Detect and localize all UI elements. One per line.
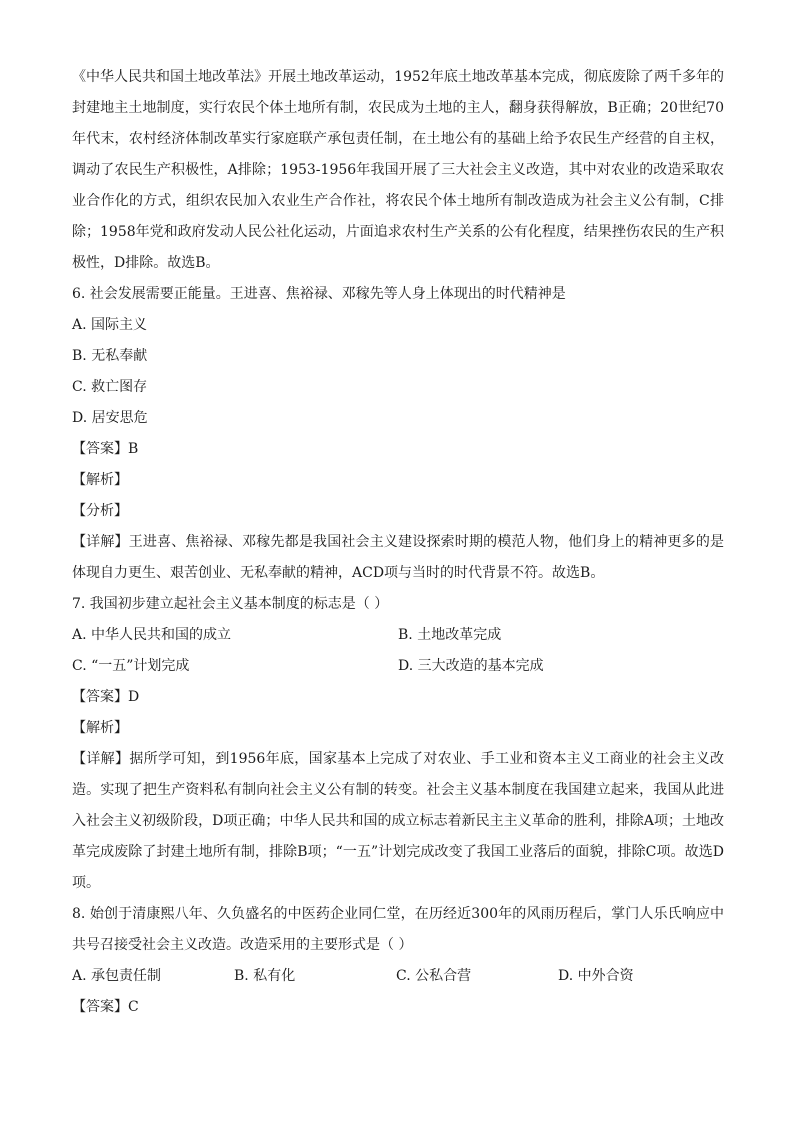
question-6 bbox=[72, 279, 724, 589]
question-6-option-a: A. 国际主义 bbox=[72, 317, 148, 333]
question-6-option-d: D. 居安思危 bbox=[72, 410, 148, 426]
question-8-option-b: B. 私有化 bbox=[234, 968, 296, 984]
question-6-option-c: C. 救亡图存 bbox=[72, 379, 148, 395]
question-7-detail: 【详解】据所学可知，到1956年底，国家基本上完成了对农业、手工业和资本主义工商业的社会主义改造。实现了把生产资料私有制向社会主义公有制的转变。社会主义基本制度在我国建立起来，我国从此进入社会主义初级阶段，D项正确；中华人民共和国的成立标志着新民主主义革命的胜利，排除A项；土地改革完成废除了封建土地所有制，排除B项；“一五”计划完成改变了我国工业落后的面貌，排除C项。故选D项。 bbox=[72, 751, 724, 891]
question-6-fenxi-label: 【分析】 bbox=[72, 503, 128, 519]
question-6-detail: 【详解】王进喜、焦裕禄、邓稼先都是我国社会主义建设探索时期的模范人物，他们身上的精神更多的是体现自力更生、艰苦创业、无私奉献的精神，ACD项与当时的时代背景不符。故选B。 bbox=[72, 534, 724, 581]
question-7-option-d: D. 三大改造的基本完成 bbox=[398, 658, 544, 674]
question-6-answer: 【答案】B bbox=[72, 441, 139, 457]
previous-answer-explanation: 《中华人民共和国土地改革法》开展土地改革运动，1952年底土地改革基本完成，彻底废除了两千多年的封建地主土地制度，实行农民个体土地所有制，农民成为土地的主人，翻身获得解放，B正确；20世纪70年代末，农村经济体制改革实行家庭联产承包责任制，在土地公有的基础上给予农民生产经营的自主权，调动了农民生产积极性，A排除；1953-1956年我国开展了三大社会主义改造，其中对农业的改造采取农业合作化的方式，组织农民加入农业生产合作社，将农民个体土地所有制改造成为社会主义公有制，C排除；1958年党和政府发动人民公社化运动，片面追求农村生产关系的公有化程度，结果挫伤农民的生产积极性，D排除。故选B。 bbox=[72, 69, 724, 271]
question-7-options-row-2 bbox=[72, 651, 724, 682]
document-page bbox=[72, 62, 724, 1023]
question-8-option-a: A. 承包责任制 bbox=[72, 968, 162, 984]
question-7-analysis-label: 【解析】 bbox=[72, 720, 128, 736]
question-8 bbox=[72, 899, 724, 1023]
question-7-stem: 7. 我国初步建立起社会主义基本制度的标志是（ ） bbox=[72, 596, 389, 612]
question-7-option-a: A. 中华人民共和国的成立 bbox=[72, 627, 232, 643]
question-8-options-row bbox=[72, 961, 724, 992]
question-6-stem: 6. 社会发展需要正能量。王进喜、焦裕禄、邓稼先等人身上体现出的时代精神是 bbox=[72, 286, 566, 302]
question-7-option-b: B. 土地改革完成 bbox=[398, 627, 502, 643]
question-6-option-b: B. 无私奉献 bbox=[72, 348, 148, 364]
question-8-answer: 【答案】C bbox=[72, 999, 139, 1015]
question-7-option-c: C. “一五”计划完成 bbox=[72, 658, 190, 674]
question-6-analysis-label: 【解析】 bbox=[72, 472, 128, 488]
question-8-stem: 8. 始创于清康熙八年、久负盛名的中医药企业同仁堂，在历经近300年的风雨历程后，掌门人乐氏响应中共号召接受社会主义改造。改造采用的主要形式是（ ） bbox=[72, 906, 724, 953]
question-7 bbox=[72, 589, 724, 899]
question-7-answer: 【答案】D bbox=[72, 689, 140, 705]
question-8-option-d: D. 中外合资 bbox=[558, 968, 634, 984]
question-8-option-c: C. 公私合营 bbox=[396, 968, 472, 984]
question-7-options-row-1 bbox=[72, 620, 724, 651]
